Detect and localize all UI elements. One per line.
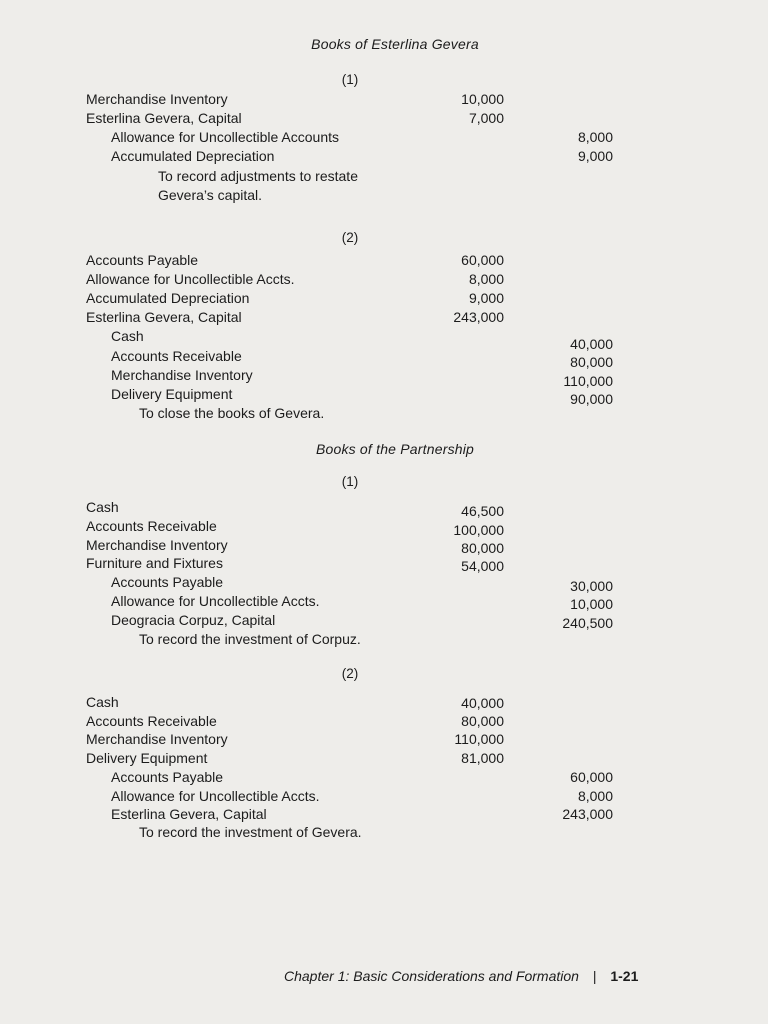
- credit-amount: 90,000: [570, 391, 613, 407]
- journal-line: [0, 712, 768, 731]
- credit-amount: 243,000: [562, 806, 613, 822]
- journal-line: [0, 147, 768, 166]
- debit-amount: 54,000: [461, 558, 504, 574]
- account-name: Allowance for Uncollectible Accts.: [86, 271, 295, 287]
- account-name: Esterlina Gevera, Capital: [86, 110, 242, 126]
- journal-line: [0, 270, 768, 289]
- explanation-text: To record the investment of Corpuz.: [139, 631, 361, 647]
- credit-amount: 60,000: [570, 769, 613, 785]
- debit-amount: 7,000: [468, 110, 504, 126]
- account-name: Accounts Payable: [111, 574, 224, 590]
- journal-line: [0, 251, 768, 270]
- journal-line: [0, 109, 768, 128]
- journal-explanation: [0, 167, 768, 186]
- credit-amount: 110,000: [563, 373, 613, 389]
- journal-line: [0, 787, 768, 806]
- journal-line: [0, 592, 768, 611]
- journal-explanation: [0, 630, 768, 649]
- journal-explanation: [0, 823, 768, 842]
- debit-amount: 60,000: [461, 252, 504, 268]
- debit-amount: 9,000: [468, 290, 504, 306]
- journal-line: [0, 805, 768, 824]
- account-name: Accumulated Depreciation: [111, 148, 275, 164]
- account-name: Delivery Equipment: [111, 386, 233, 402]
- journal-line: [0, 749, 768, 768]
- explanation-text: To record adjustments to restate: [158, 168, 358, 184]
- debit-amount: 10,000: [461, 91, 504, 107]
- journal-line: [0, 554, 768, 573]
- explanation-text: Gevera’s capital.: [158, 187, 263, 203]
- page-footer: [284, 968, 638, 984]
- book2-entry1-number: (1): [341, 474, 359, 489]
- credit-amount: 8,000: [577, 788, 613, 804]
- footer-separator: |: [592, 968, 597, 984]
- credit-amount: 240,500: [562, 615, 613, 631]
- debit-amount: 80,000: [461, 713, 504, 729]
- account-name: Esterlina Gevera, Capital: [86, 309, 242, 325]
- account-name: Cash: [86, 499, 119, 515]
- journal-line: [0, 366, 768, 389]
- journal-explanation: [0, 404, 768, 423]
- debit-amount: 40,000: [461, 695, 504, 711]
- debit-amount: 80,000: [461, 540, 504, 556]
- account-name: Merchandise Inventory: [86, 731, 228, 747]
- credit-amount: 10,000: [570, 596, 613, 612]
- journal-line: [0, 128, 768, 147]
- debit-amount: 100,000: [453, 522, 504, 538]
- book1-entry2-number: (2): [341, 230, 359, 245]
- journal-line: [0, 327, 768, 352]
- account-name: Accounts Receivable: [86, 518, 217, 534]
- journal-explanation: [0, 186, 768, 205]
- credit-amount: 30,000: [570, 578, 613, 594]
- credit-amount: 9,000: [577, 148, 613, 164]
- journal-line: [0, 693, 768, 712]
- account-name: Merchandise Inventory: [86, 537, 228, 553]
- journal-line: [0, 308, 768, 327]
- journal-line: [0, 498, 768, 517]
- account-name: Allowance for Uncollectible Accts.: [111, 593, 320, 609]
- account-name: Deogracia Corpuz, Capital: [111, 612, 276, 628]
- account-name: Accounts Receivable: [86, 713, 217, 729]
- debit-amount: 243,000: [453, 309, 504, 325]
- account-name: Allowance for Uncollectible Accounts: [111, 129, 340, 145]
- credit-amount: 40,000: [570, 336, 613, 352]
- account-name: Delivery Equipment: [86, 750, 208, 766]
- journal-line: [0, 385, 768, 407]
- explanation-text: To record the investment of Gevera.: [139, 824, 362, 840]
- explanation-text: To close the books of Gevera.: [139, 405, 325, 421]
- journal-line: [0, 730, 768, 749]
- account-name: Merchandise Inventory: [86, 91, 228, 107]
- journal-line: [0, 347, 768, 370]
- account-name: Esterlina Gevera, Capital: [111, 806, 267, 822]
- debit-amount: 46,500: [461, 503, 504, 519]
- footer-title: Basic Considerations and Formation: [353, 968, 579, 984]
- journal-line: [0, 536, 768, 555]
- footer-page-number: 1-21: [610, 968, 639, 984]
- debit-amount: 110,000: [454, 731, 504, 747]
- book2-title: Books of the Partnership: [315, 441, 475, 457]
- book1-title: Books of Esterlina Gevera: [311, 36, 479, 52]
- account-name: Accounts Payable: [86, 252, 199, 268]
- account-name: Furniture and Fixtures: [86, 555, 223, 571]
- debit-amount: 8,000: [468, 271, 504, 287]
- credit-amount: 8,000: [577, 129, 613, 145]
- journal-line: [0, 289, 768, 308]
- footer-chapter: Chapter 1:: [284, 968, 350, 984]
- book1-entry1-number: (1): [341, 72, 359, 87]
- account-name: Accounts Payable: [111, 769, 224, 785]
- book2-entry2-number: (2): [341, 666, 359, 681]
- debit-amount: 81,000: [461, 750, 504, 766]
- journal-line: [0, 517, 768, 536]
- account-name: Allowance for Uncollectible Accts.: [111, 788, 320, 804]
- account-name: Cash: [111, 328, 144, 344]
- account-name: Accumulated Depreciation: [86, 290, 250, 306]
- journal-line: [0, 90, 768, 109]
- account-name: Accounts Receivable: [111, 348, 242, 364]
- journal-line: [0, 573, 768, 592]
- account-name: Cash: [86, 694, 119, 710]
- journal-line: [0, 611, 768, 630]
- account-name: Merchandise Inventory: [111, 367, 253, 383]
- journal-line: [0, 768, 768, 787]
- credit-amount: 80,000: [570, 354, 613, 370]
